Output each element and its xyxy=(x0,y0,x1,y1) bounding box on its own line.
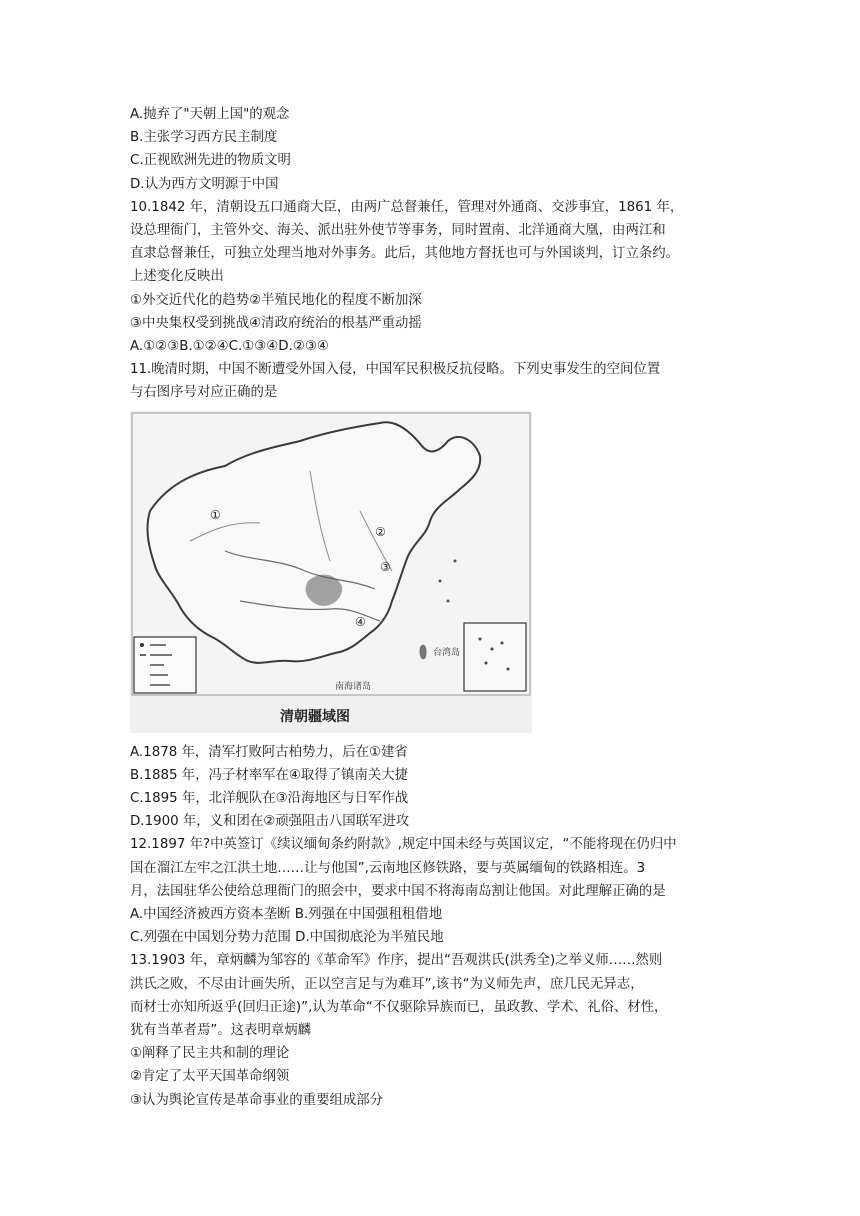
q11-option-b: B.1885 年，冯子材率军在④取得了镇南关大捷 xyxy=(130,767,409,783)
q13-line: 洪氏之败，不尽由计画失所，正以空言足与为难耳”,该书“为义师先声，庶几民无异志， xyxy=(130,976,644,992)
map-graphic xyxy=(130,411,532,733)
q10-options: A.①②③B.①②④C.①③④D.②③④ xyxy=(130,339,329,355)
taiwan-label-text: 台湾岛 xyxy=(433,647,461,658)
q12-options-cd: C.列强在中国划分势力范围 D.中国彻底沦为半殖民地 xyxy=(130,930,444,946)
q13-statement-2: ②肯定了太平天国革命纲领 xyxy=(130,1069,290,1085)
question-11 xyxy=(130,358,735,833)
q10-statement-1-2: ①外交近代化的趋势②半殖民地化的程度不断加深 xyxy=(130,292,422,308)
q11-line: 11.晚清时期，中国不断遭受外国入侵，中国军民积极反抗侵略。下列史事发生的空间位置 xyxy=(130,362,661,378)
q9-option-c: C.正视欧洲先进的物质文明 xyxy=(130,153,291,169)
q13-line: 13.1903 年，章炳麟为邹容的《革命军》作序，提出“吾观洪氏(洪秀全)之举义师……然则 xyxy=(130,953,663,969)
map-marker-3: ③ xyxy=(380,559,391,574)
q9-option-a: A.抛弃了"天朝上国"的观念 xyxy=(130,107,290,122)
q10-line: 直隶总督兼任，可独立处理当地对外事务。此后，其他地方督抚也可与外国谈判，订立条约。 xyxy=(130,246,680,262)
q10-line: 上述变化反映出 xyxy=(130,269,224,285)
question-13 xyxy=(130,949,735,1111)
map-marker-4: ④ xyxy=(355,614,366,629)
question-content xyxy=(130,103,735,1112)
inset-label-text: 南海诸岛 xyxy=(335,681,372,692)
q13-statement-1: ①阐释了民主共和制的理论 xyxy=(130,1046,290,1062)
q13-statement-3: ③认为舆论宣传是革命事业的重要组成部分 xyxy=(130,1092,384,1108)
q10-line: 10.1842 年，清朝设五口通商大臣，由两广总督兼任，管理对外通商、交涉事宜，1861 年， xyxy=(130,199,684,215)
q11-option-d: D.1900 年，义和团在②顽强阻击八国联军进攻 xyxy=(130,814,410,830)
q10-line: 设总理衙门，主管外交、海关、派出驻外使节等事务，同时置南、北洋通商大凰，由两江和 xyxy=(130,223,666,239)
q9-options xyxy=(130,103,735,196)
q12-options-ab: A.中国经济被西方资本垄断 B.列强在中国强租租借地 xyxy=(130,907,443,923)
q10-statement-3-4: ③中央集权受到挑战④清政府统治的根基严重动摇 xyxy=(130,315,422,331)
q12-line: 国在溜江左牢之江洪土地……让与他国”,云南地区修铁路，要与英属缅甸的铁路相连。3 xyxy=(130,860,646,876)
qing-territory-map xyxy=(130,411,532,733)
q11-option-a: A.1878 年，清军打败阿古柏势力，后在①建省 xyxy=(130,744,408,760)
map-caption-text: 清朝疆域图 xyxy=(280,708,350,725)
map-marker-1: ① xyxy=(210,507,221,522)
q12-line: 月，法国驻华公使给总理衙门的照会中，要求中国不将海南岛割让他国。对此理解正确的是 xyxy=(130,883,666,899)
q12-line: 12.1897 年?中英签订《续议缅甸条约附款》,规定中国未经与英国议定，“不能将现在仍归中 xyxy=(130,837,677,853)
map-marker-2: ② xyxy=(375,524,386,539)
q13-line: 而材士亦知所返乎(回归正途)”,认为革命“不仅驱除异族而已，虽政教、学术、礼俗、材性， xyxy=(130,999,668,1015)
q13-line: 犹有当革者焉”。这表明章炳麟 xyxy=(130,1023,312,1039)
q11-option-c: C.1895 年，北洋舰队在③沿海地区与日军作战 xyxy=(130,791,409,807)
q11-line: 与右图序号对应正确的是 xyxy=(130,385,278,401)
q9-option-d: D.认为西方文明源于中国 xyxy=(130,176,279,192)
question-12 xyxy=(130,833,735,949)
question-10 xyxy=(130,196,735,358)
q9-option-b: B.主张学习西方民主制度 xyxy=(130,130,278,146)
